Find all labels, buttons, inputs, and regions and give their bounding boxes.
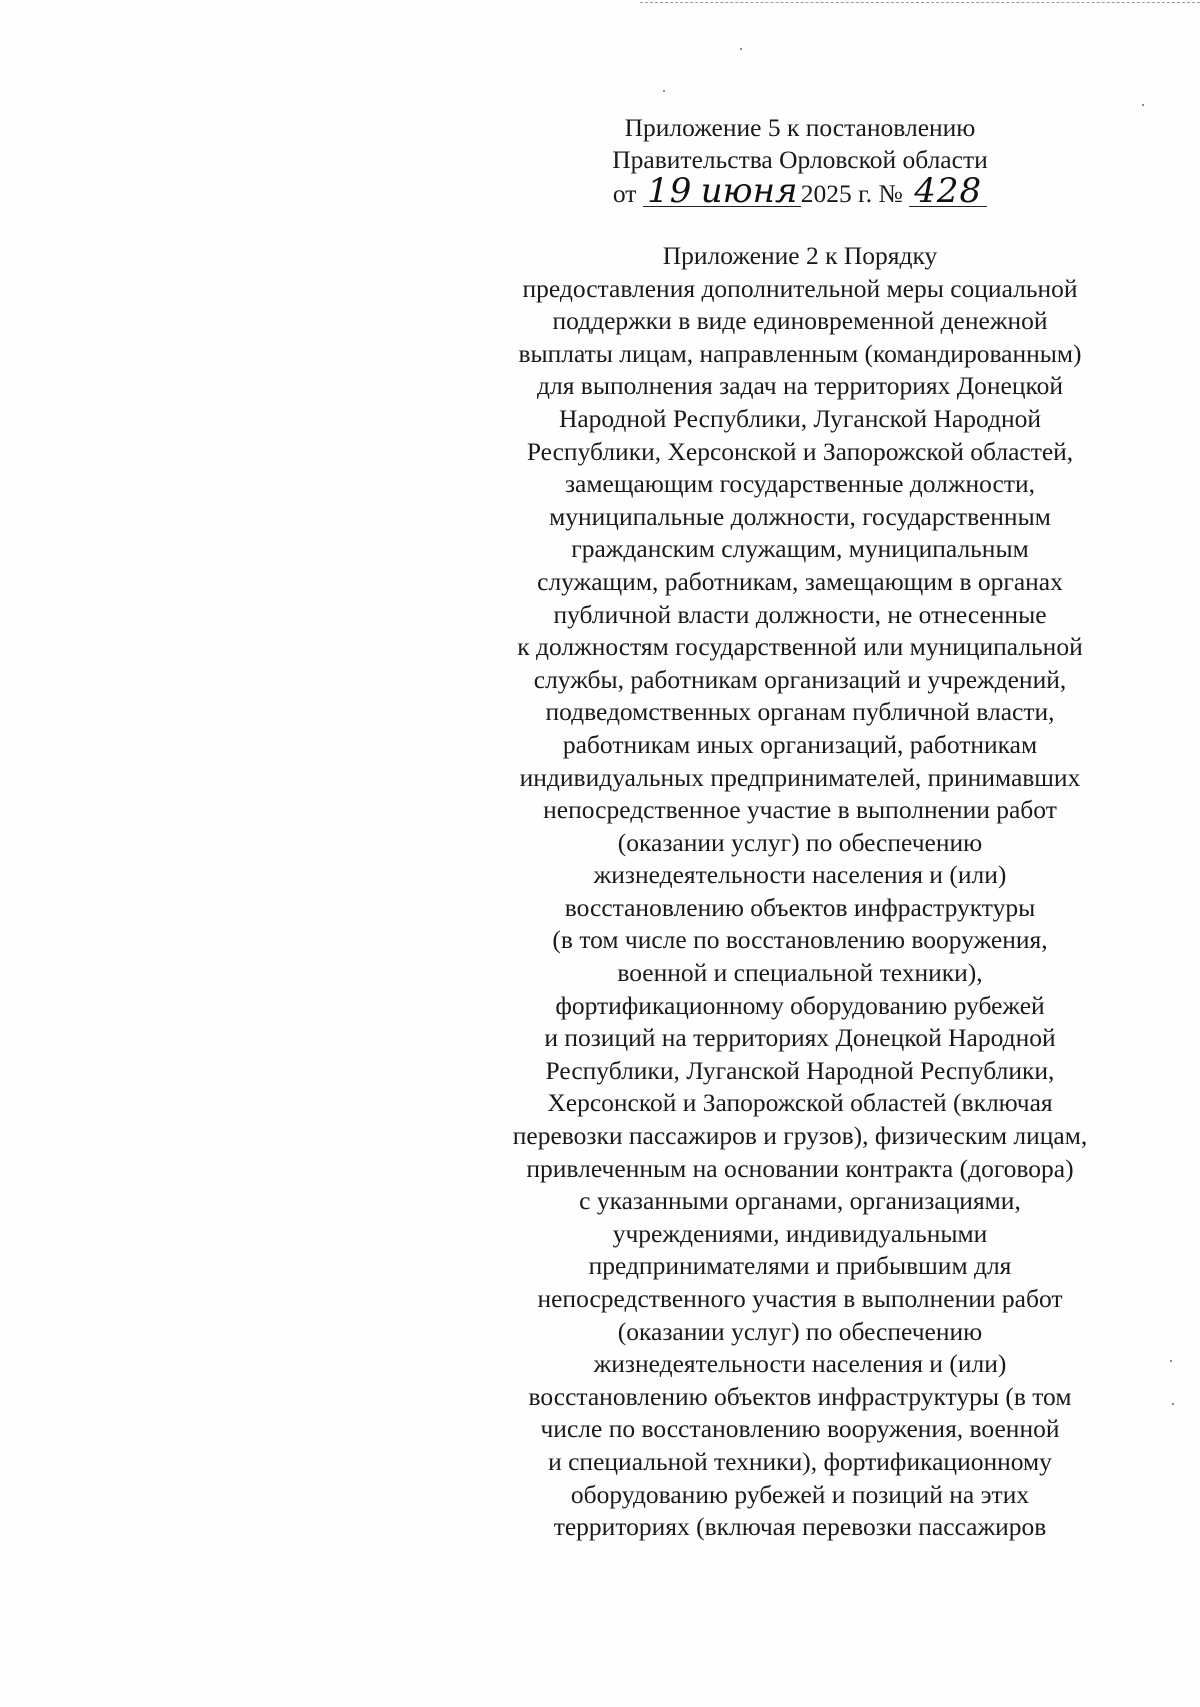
handwritten-number: 428 — [909, 176, 987, 207]
appendix-line: (оказании услуг) по обеспечению — [617, 827, 983, 857]
date-prefix: от — [612, 179, 637, 208]
scan-speck — [1170, 1360, 1172, 1362]
appendix-line: с указанными органами, организациями, — [579, 1186, 1021, 1216]
appendix-line: индивидуальных предпринимателей, принимавших — [519, 762, 1081, 792]
appendix-title-block — [470, 240, 1130, 1544]
appendix-line: учреждениями, индивидуальными — [612, 1218, 988, 1248]
appendix-line: Херсонской и Запорожской областей (включая — [547, 1088, 1053, 1118]
appendix-line: Республики, Луганской Народной Республики, — [545, 1055, 1055, 1085]
appendix-line: Народной Республики, Луганской Народной — [558, 403, 1042, 433]
appendix-line: выплаты лицам, направленным (командированным) — [518, 338, 1082, 368]
appendix-line: жизнедеятельности населения и (или) — [593, 1349, 1007, 1379]
scan-speck — [1142, 104, 1144, 106]
appendix-line: (оказании услуг) по обеспечению — [617, 1316, 983, 1346]
appendix-line: (в том числе по восстановлению вооружения, — [552, 925, 1048, 955]
appendix-line: поддержки в виде единовременной денежной — [552, 306, 1048, 336]
appendix-line: предоставления дополнительной меры социальной — [522, 273, 1078, 303]
handwritten-day: 19 — [643, 176, 697, 207]
appendix-line: военной и специальной техники), — [617, 958, 983, 988]
appendix-line: фортификационному оборудованию рубежей — [555, 990, 1045, 1020]
scan-speck — [663, 90, 665, 92]
appendix-line: перевозки пассажиров и грузов), физическим лицам, — [512, 1121, 1088, 1151]
header-date-line — [560, 171, 1040, 211]
appendix-line: жизнедеятельности населения и (или) — [593, 860, 1007, 890]
appendix-line: оборудованию рубежей и позиций на этих — [570, 1479, 1030, 1509]
appendix-line: восстановлению объектов инфраструктуры — [564, 892, 1036, 922]
appendix-line: Республики, Херсонской и Запорожской областей, — [526, 436, 1074, 466]
appendix-line: гражданским служащим, муниципальным — [571, 534, 1029, 564]
appendix-line: Приложение 2 к Порядку — [662, 241, 938, 270]
appendix-line: службы, работникам организаций и учреждений, — [533, 664, 1067, 694]
appendix-line: служащим, работникам, замещающим в органах — [537, 566, 1063, 596]
appendix-line: замещающим государственные должности, — [564, 469, 1036, 499]
date-year: 2025 г. № — [800, 179, 903, 208]
appendix-line: публичной власти должности, не отнесенные — [553, 599, 1047, 629]
header-line-2: Правительства Орловской области — [612, 145, 988, 174]
scan-edge-line — [640, 2, 1200, 3]
appendix-line: привлеченным на основании контракта (договора) — [526, 1153, 1074, 1183]
appendix-line: и специальной техники), фортификационному — [548, 1446, 1052, 1476]
appendix-line: восстановлению объектов инфраструктуры (в том — [528, 1381, 1072, 1411]
appendix-line: для выполнения задач на территориях Донецкой — [537, 371, 1063, 401]
appendix-line: непосредственного участия в выполнении работ — [537, 1284, 1063, 1313]
resolution-header — [560, 112, 1040, 210]
appendix-line: муниципальные должности, государственным — [549, 501, 1051, 531]
appendix-line: числе по восстановлению вооружения, военной — [540, 1414, 1060, 1444]
appendix-line: и позиций на территориях Донецкой Народной — [544, 1023, 1056, 1053]
appendix-line: работникам иных организаций, работникам — [562, 729, 1038, 759]
appendix-line: подведомственных органам публичной власти, — [545, 697, 1055, 727]
scan-speck — [740, 48, 742, 50]
scan-speck — [1172, 1403, 1174, 1405]
appendix-line: к должностям государственной или муниципальной — [517, 632, 1083, 662]
appendix-line: территориях (включая перевозки пассажиров — [553, 1512, 1047, 1542]
appendix-line: непосредственное участие в выполнении работ — [543, 795, 1057, 825]
header-line-1: Приложение 5 к постановлению — [624, 113, 976, 142]
handwritten-month: июня — [697, 176, 801, 207]
appendix-line: предпринимателями и прибывшим для — [588, 1251, 1012, 1281]
